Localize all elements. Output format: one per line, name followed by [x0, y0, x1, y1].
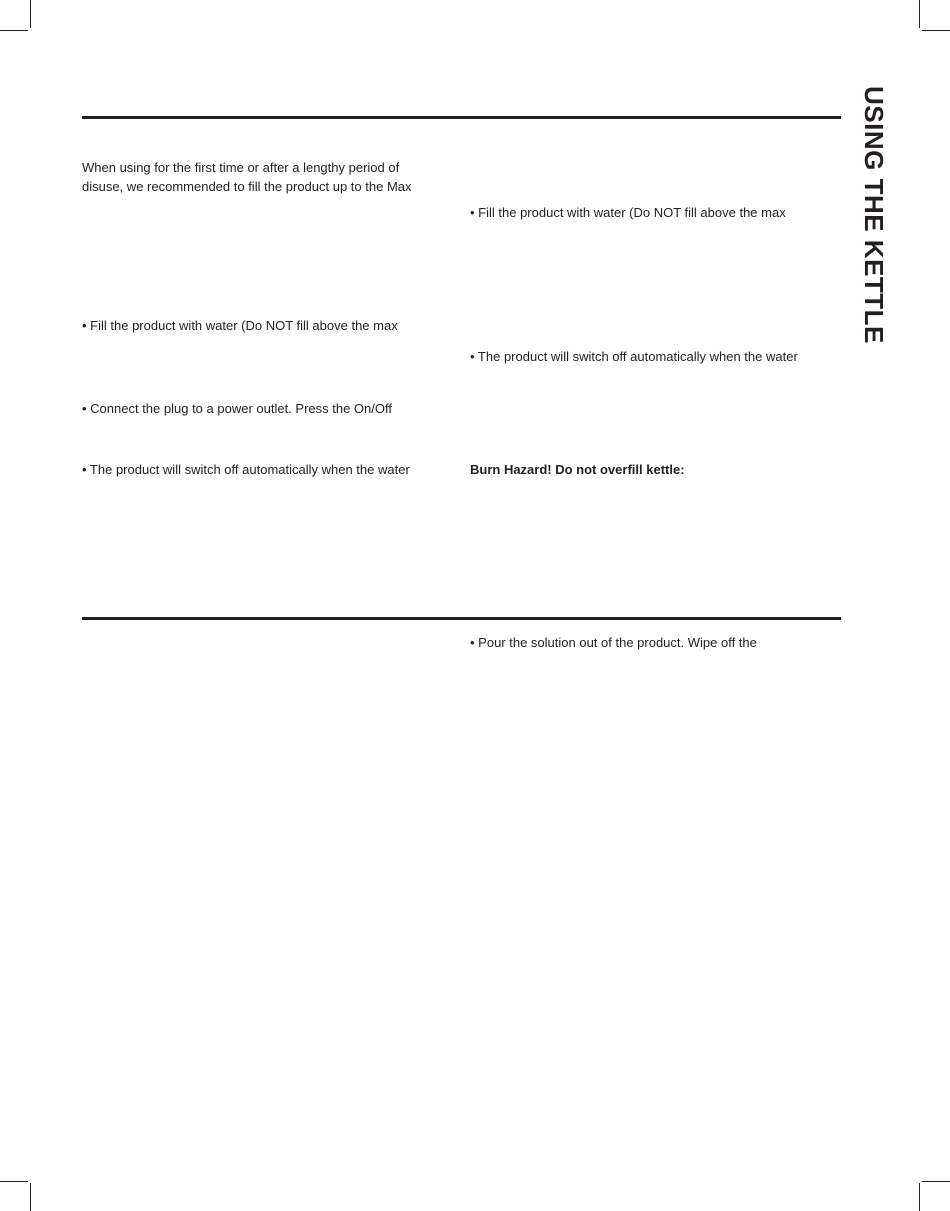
crop-mark-top-left-vertical — [30, 0, 31, 28]
crop-mark-top-right-vertical — [919, 0, 920, 28]
right-bullet-pour: • Pour the solution out of the product. Wipe off the — [470, 635, 757, 650]
left-bullet-fill: • Fill the product with water (Do NOT fill above the max — [82, 318, 398, 333]
intro-line-2: disuse, we recommended to fill the product up to the Max — [82, 179, 412, 194]
intro-line-1: When using for the first time or after a lengthy period of — [82, 160, 400, 175]
left-bullet-connect: • Connect the plug to a power outlet. Press the On/Off — [82, 401, 392, 416]
crop-mark-top-right-horizontal — [922, 30, 950, 31]
section-rule-middle — [82, 617, 841, 620]
side-heading — [853, 86, 893, 366]
right-bullet-switch-off: • The product will switch off automatically when the water — [470, 349, 798, 364]
crop-mark-bottom-right-vertical — [919, 1183, 920, 1211]
crop-mark-bottom-left-vertical — [30, 1183, 31, 1211]
section-rule-top — [82, 116, 841, 119]
right-bullet-fill: • Fill the product with water (Do NOT fill above the max — [470, 205, 786, 220]
burn-hazard-warning: Burn Hazard! Do not overfill kettle: — [470, 462, 685, 477]
crop-mark-bottom-left-horizontal — [0, 1181, 28, 1182]
left-bullet-switch-off: • The product will switch off automatically when the water — [82, 462, 410, 477]
crop-mark-top-left-horizontal — [0, 30, 28, 31]
side-heading-text: USING THE KETTLE — [859, 86, 889, 344]
crop-mark-bottom-right-horizontal — [922, 1181, 950, 1182]
